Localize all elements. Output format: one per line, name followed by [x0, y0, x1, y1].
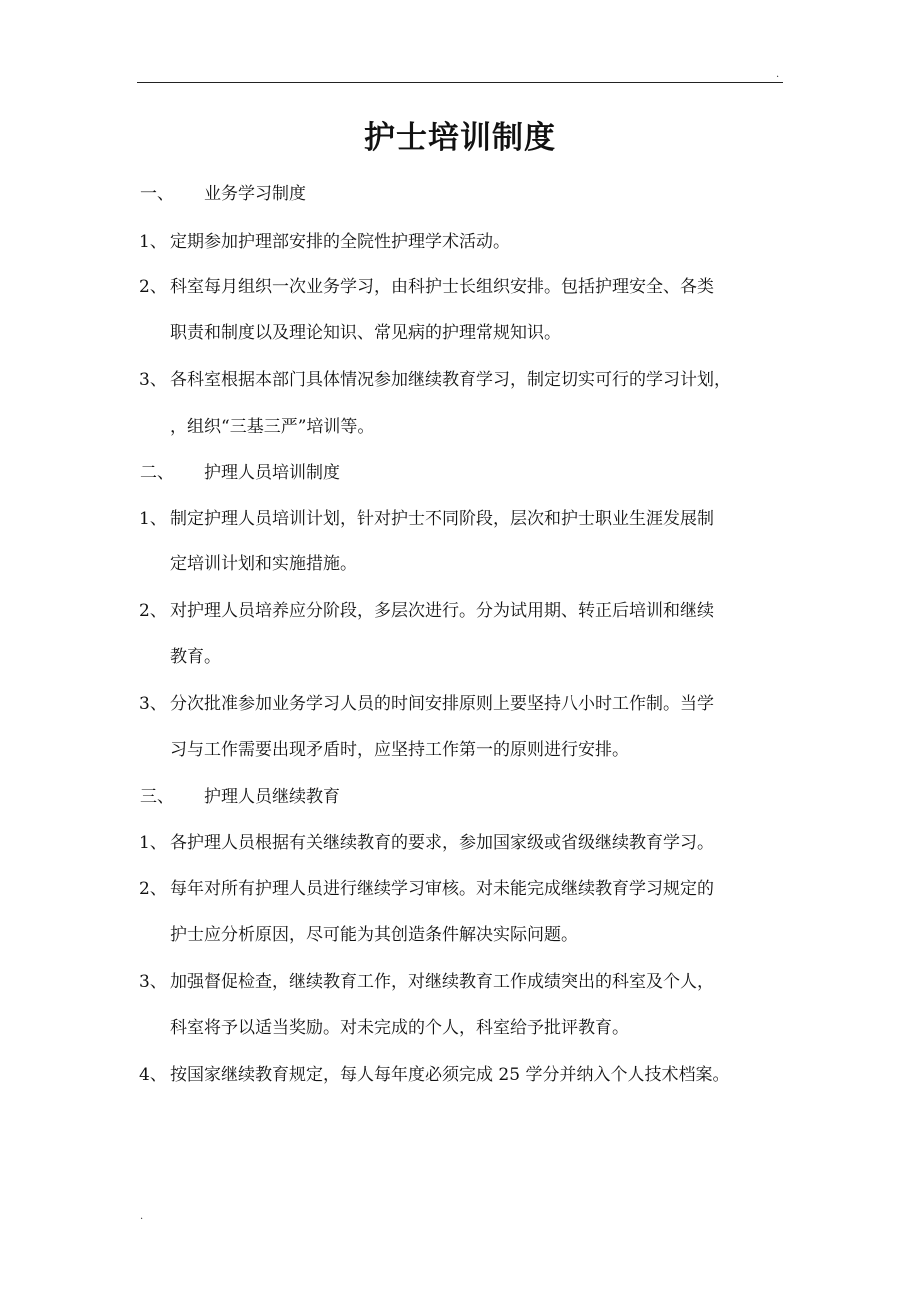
section-number: 二、	[140, 463, 174, 483]
item-text: 每年对所有护理人员进行继续学习审核。对未能完成继续教育学习规定的	[170, 879, 714, 899]
list-item	[0, 225, 920, 259]
item-continuation	[0, 316, 920, 350]
item-number: 2、	[139, 601, 167, 621]
section-title: 业务学习制度	[204, 184, 306, 204]
item-continuation	[0, 918, 920, 952]
footer-corner-mark: .	[140, 1211, 144, 1222]
item-continuation	[0, 733, 920, 767]
item-text: 教育。	[170, 647, 221, 667]
item-continuation	[0, 410, 920, 444]
section-title: 护理人员培训制度	[204, 463, 340, 483]
item-text: 定期参加护理部安排的全院性护理学术活动。	[170, 232, 510, 252]
item-number: 3、	[139, 370, 167, 390]
page-title: 护士培训制度	[364, 120, 556, 156]
list-item	[0, 687, 920, 721]
list-item	[0, 270, 920, 304]
item-text: 加强督促检查，继续教育工作，对继续教育工作成绩突出的科室及个人，	[170, 972, 714, 992]
item-text: 科室每月组织一次业务学习，由科护士长组织安排。包括护理安全、各类	[170, 277, 714, 297]
item-number: 2、	[139, 879, 167, 899]
item-text: 按国家继续教育规定，每人每年度必须完成 25 学分并纳入个人技术档案。	[170, 1065, 730, 1085]
item-number: 2、	[139, 277, 167, 297]
item-text: 定培训计划和实施措施。	[170, 554, 357, 574]
item-continuation	[0, 1011, 920, 1045]
list-item	[0, 594, 920, 628]
item-number: 1、	[139, 509, 167, 529]
item-text: 各科室根据本部门具体情况参加继续教育学习，制定切实可行的学习计划，	[170, 370, 731, 390]
header-corner-mark: .	[776, 69, 780, 80]
list-item	[0, 1058, 920, 1092]
list-item	[0, 502, 920, 536]
list-item	[0, 965, 920, 999]
header-rule	[137, 82, 783, 83]
item-text: 各护理人员根据有关继续教育的要求，参加国家级或省级继续教育学习。	[170, 833, 714, 853]
item-number: 1、	[139, 232, 167, 252]
item-text: 护士应分析原因，尽可能为其创造条件解决实际问题。	[170, 925, 578, 945]
item-number: 3、	[139, 972, 167, 992]
list-item	[0, 872, 920, 906]
item-continuation	[0, 640, 920, 674]
item-text: 职责和制度以及理论知识、常见病的护理常规知识。	[170, 323, 561, 343]
section-title: 护理人员继续教育	[204, 787, 340, 807]
item-text: 科室将予以适当奖励。对未完成的个人，科室给予批评教育。	[170, 1018, 629, 1038]
list-item	[0, 363, 920, 397]
section-heading	[0, 456, 920, 490]
list-item	[0, 826, 920, 860]
section-number: 三、	[140, 787, 174, 807]
item-number: 4、	[139, 1065, 167, 1085]
item-number: 1、	[139, 833, 167, 853]
item-text: ，组织“三基三严”培训等。	[170, 417, 375, 437]
section-heading	[0, 177, 920, 211]
section-heading	[0, 780, 920, 814]
item-text: 对护理人员培养应分阶段，多层次进行。分为试用期、转正后培训和继续	[170, 601, 714, 621]
item-number: 3、	[139, 694, 167, 714]
item-continuation	[0, 547, 920, 581]
item-text: 制定护理人员培训计划，针对护士不同阶段，层次和护士职业生涯发展制	[170, 509, 714, 529]
section-number: 一、	[140, 184, 174, 204]
item-text: 分次批准参加业务学习人员的时间安排原则上要坚持八小时工作制。当学	[170, 694, 714, 714]
item-text: 习与工作需要出现矛盾时，应坚持工作第一的原则进行安排。	[170, 740, 629, 760]
